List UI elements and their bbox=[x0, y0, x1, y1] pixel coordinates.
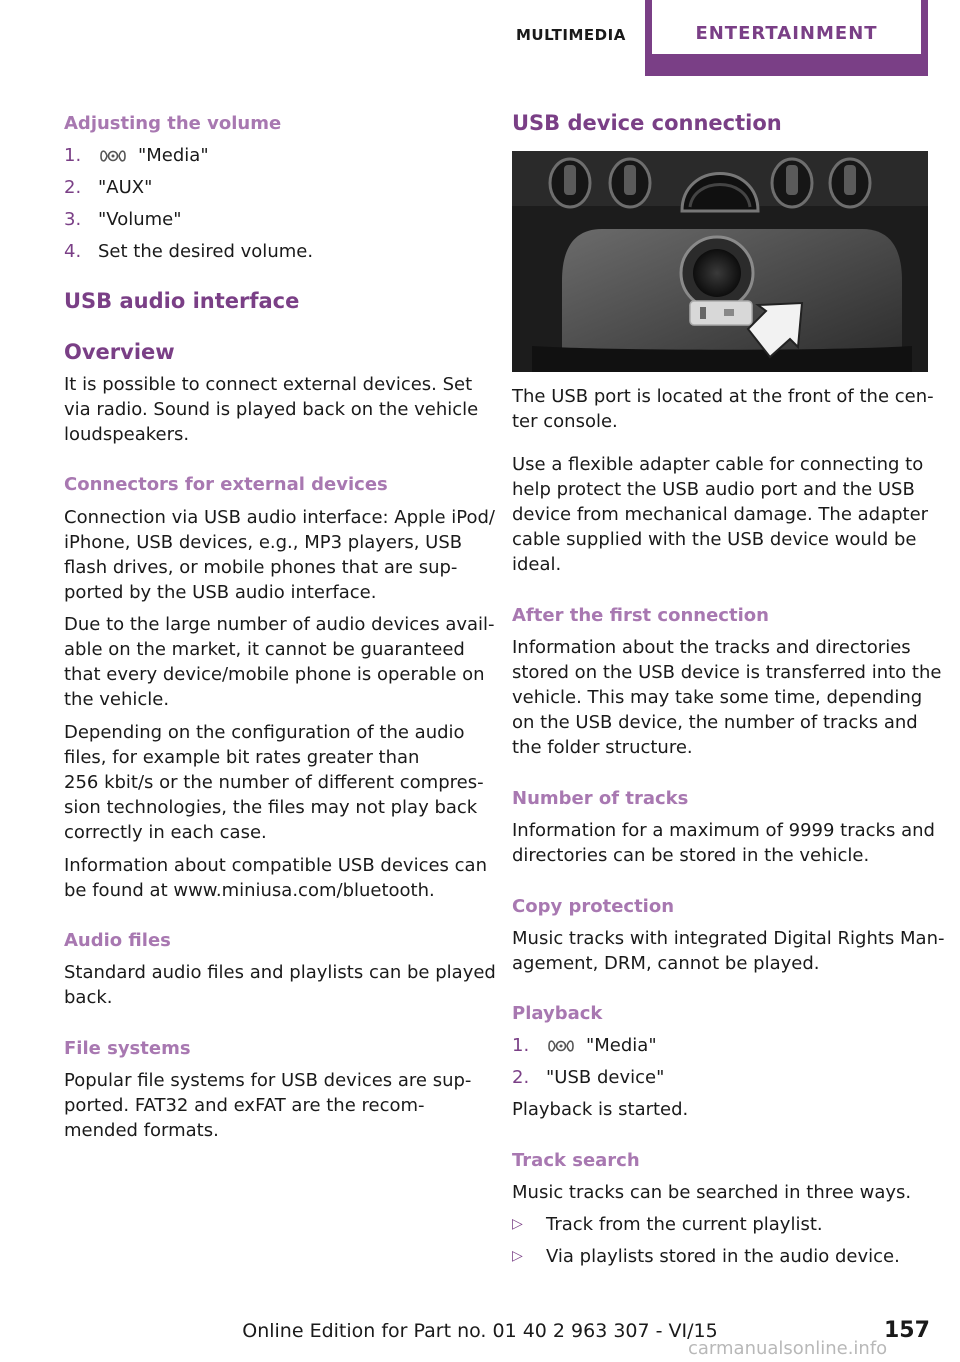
step-text: Set the desired volume. bbox=[98, 241, 314, 262]
usb-port-photo bbox=[512, 151, 928, 372]
step-text: "Media" bbox=[138, 145, 209, 166]
step-text: "Media" bbox=[586, 1035, 657, 1056]
triangle-bullet-icon: ▷ bbox=[512, 1248, 523, 1264]
heading-audio-files: Audio files bbox=[64, 930, 171, 951]
heading-file-systems: File systems bbox=[64, 1038, 191, 1059]
step-text: "Volume" bbox=[98, 209, 182, 230]
heading-number-of-tracks: Number of tracks bbox=[512, 788, 689, 809]
heading-connectors: Connectors for external devices bbox=[64, 474, 388, 495]
step-number: 1. bbox=[64, 145, 82, 166]
port-location-paragraph: The USB port is located at the front of the cen‐ ter console. bbox=[512, 386, 934, 432]
heading-adjusting-volume: Adjusting the volume bbox=[64, 113, 282, 134]
page-number: 157 bbox=[884, 1318, 930, 1343]
step-number: 2. bbox=[64, 177, 82, 198]
compatibility-paragraph: Information about compatible USB devices can be found at www.miniusa.com/bluetooth. bbox=[64, 855, 487, 901]
list-item: Via playlists stored in the audio device. bbox=[546, 1246, 900, 1267]
adapter-paragraph: Use a flexible adapter cable for connecting to help protect the USB audio port and the USB device from mechanical damage. The adapter cable supplied with the USB device would be ideal. bbox=[512, 454, 929, 575]
connectors-paragraph: Connection via USB audio interface: Apple iPod/ iPhone, USB devices, e.g., MP3 players, USB flash drives, or mobile phones that are sup‐ ported by the USB audio interface. bbox=[64, 507, 495, 603]
copy-protection-paragraph: Music tracks with integrated Digital Rights Man‐ agement, DRM, cannot be played. bbox=[512, 928, 945, 974]
heading-playback: Playback bbox=[512, 1003, 603, 1024]
heading-first-connection: After the first connection bbox=[512, 605, 769, 626]
heading-overview: Overview bbox=[64, 340, 175, 364]
configuration-paragraph: Depending on the configuration of the audio files, for example bit rates greater than 256 kbit/s or the number of different compres‐ sion technologies, the files may not play back correctly in each case. bbox=[64, 722, 484, 843]
usb-port-illustration bbox=[512, 151, 928, 372]
step-text: "USB device" bbox=[546, 1067, 665, 1088]
list-item: Track from the current playlist. bbox=[546, 1214, 823, 1235]
heading-usb-device-connection: USB device connection bbox=[512, 111, 782, 135]
heading-usb-audio-interface: USB audio interface bbox=[64, 289, 300, 313]
triangle-bullet-icon: ▷ bbox=[512, 1216, 523, 1232]
playback-started-text: Playback is started. bbox=[512, 1099, 689, 1120]
edition-footer: Online Edition for Part no. 01 40 2 963 307 - VI/15 bbox=[242, 1320, 718, 1342]
file-systems-paragraph: Popular file systems for USB devices are sup‐ ported. FAT32 and exFAT are the recom‐ mended formats. bbox=[64, 1070, 472, 1141]
media-icon bbox=[546, 1036, 576, 1056]
heading-track-search: Track search bbox=[512, 1150, 640, 1171]
devices-paragraph: Due to the large number of audio devices avail‐ able on the market, it cannot be guaranteed that every device/mobile phone is operable on the vehicle. bbox=[64, 614, 495, 710]
first-connection-paragraph: Information about the tracks and directories stored on the USB device is transferred into the vehicle. This may take some time, depending on the USB device, the number of tracks and the folder structure. bbox=[512, 637, 942, 758]
step-number: 4. bbox=[64, 241, 82, 262]
overview-paragraph: It is possible to connect external devices. Set via radio. Sound is played back on the vehicle loudspeakers. bbox=[64, 374, 479, 445]
heading-copy-protection: Copy protection bbox=[512, 896, 675, 917]
step-number: 2. bbox=[512, 1067, 530, 1088]
number-of-tracks-paragraph: Information for a maximum of 9999 tracks and directories can be stored in the vehicle. bbox=[512, 820, 935, 866]
page-header bbox=[0, 0, 960, 80]
chapter-tab-label: ENTERTAINMENT bbox=[695, 23, 878, 44]
step-number: 1. bbox=[512, 1035, 530, 1056]
chapter-tab[interactable] bbox=[645, 0, 928, 76]
step-text: "AUX" bbox=[98, 177, 153, 198]
audio-files-paragraph: Standard audio files and playlists can be played back. bbox=[64, 962, 496, 1008]
section-label: MULTIMEDIA bbox=[516, 26, 626, 44]
watermark: carmanualsonline.info bbox=[688, 1338, 888, 1359]
step-number: 3. bbox=[64, 209, 82, 230]
media-icon bbox=[98, 146, 128, 166]
track-search-intro: Music tracks can be searched in three ways. bbox=[512, 1182, 912, 1203]
